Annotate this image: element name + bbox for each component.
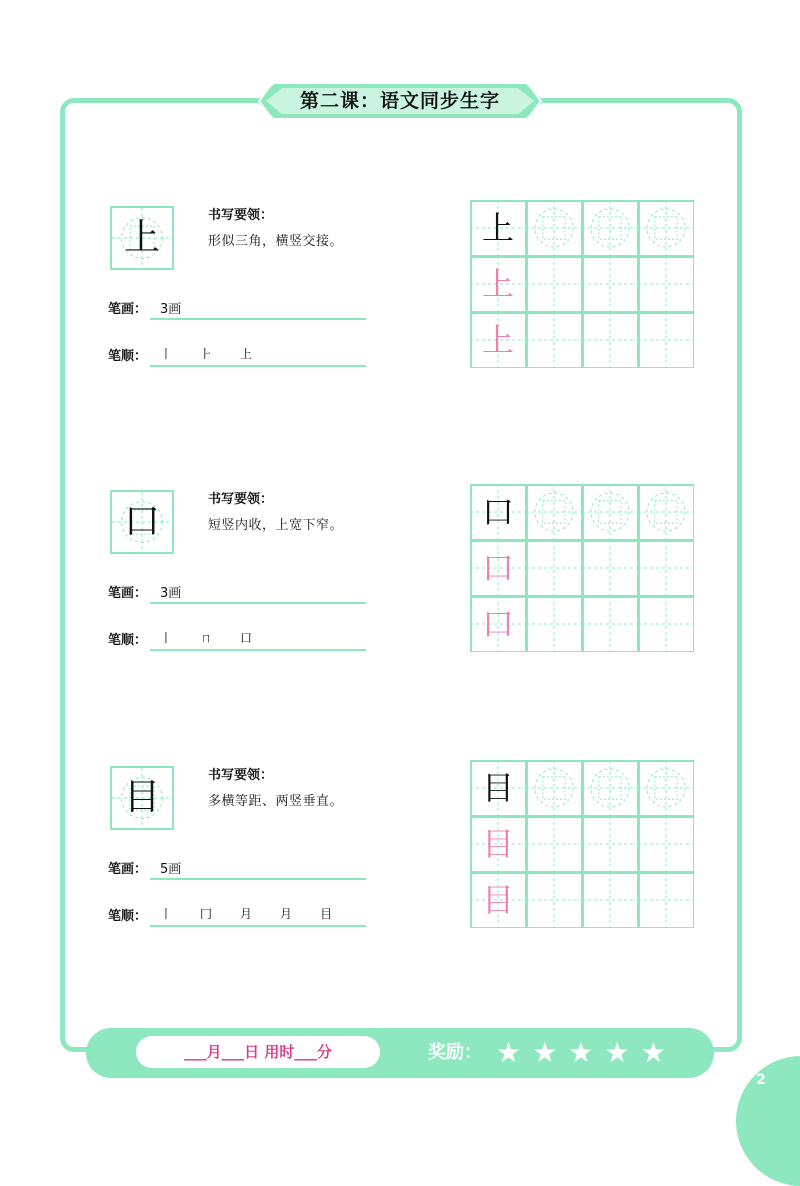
model-character: 目	[123, 777, 160, 818]
stroke-order-step: ㄇ	[200, 631, 213, 645]
trace-character[interactable]: 目	[481, 881, 514, 919]
star-icon[interactable]: ★	[568, 1036, 594, 1069]
lesson-section	[0, 484, 800, 684]
page-number-badge	[736, 1056, 800, 1186]
stroke-order-step: 月	[240, 907, 253, 921]
character-box	[110, 490, 174, 554]
demo-character: 口	[481, 493, 514, 531]
stroke-order-line	[150, 365, 366, 367]
stroke-count-line	[150, 878, 366, 880]
practice-grid[interactable]	[470, 760, 694, 928]
stroke-order-step: 丨	[160, 907, 173, 921]
character-box	[110, 206, 174, 270]
stroke-order-step: 上	[240, 347, 253, 361]
stroke-order-label: 笔顺：	[108, 633, 148, 648]
demo-character: 上	[481, 209, 514, 247]
trace-character[interactable]: 口	[481, 549, 514, 587]
stroke-count-value: 3画	[160, 302, 182, 317]
stroke-order-sequence	[160, 345, 280, 362]
star-icon[interactable]: ★	[604, 1036, 630, 1069]
stroke-order-line	[150, 925, 366, 927]
reward-label: 奖励：	[428, 1042, 482, 1063]
page-number: 2	[756, 1072, 766, 1088]
stroke-order-step: 口	[240, 631, 253, 645]
stroke-order-label: 笔顺：	[108, 349, 148, 364]
stroke-count-value: 3画	[160, 586, 182, 601]
stroke-count-label: 笔画：	[108, 862, 148, 877]
demo-character: 目	[481, 769, 514, 807]
writing-tip-label: 书写要领：	[208, 208, 274, 223]
stroke-count-label: 笔画：	[108, 302, 148, 317]
stroke-order-label: 笔顺：	[108, 909, 148, 924]
writing-tip-text: 短竖内收，上宽下窄。	[208, 518, 344, 533]
model-character: 上	[123, 217, 160, 258]
reward-stars	[496, 1038, 672, 1068]
title-banner	[256, 84, 544, 118]
stroke-order-step: 丨	[160, 631, 173, 645]
stroke-order-line	[150, 649, 366, 651]
stroke-count-label: 笔画：	[108, 586, 148, 601]
practice-grid[interactable]	[470, 484, 694, 652]
stroke-order-step: 月	[280, 907, 293, 921]
stroke-count-line	[150, 318, 366, 320]
model-character: 口	[123, 501, 160, 542]
date-time-field[interactable]: ___月___日 用时___分	[136, 1036, 380, 1068]
stroke-count-value: 5画	[160, 862, 182, 877]
star-icon[interactable]: ★	[496, 1036, 522, 1069]
stroke-count-line	[150, 602, 366, 604]
practice-grid[interactable]	[470, 200, 694, 368]
stroke-order-step: ⺊	[200, 347, 213, 361]
star-icon[interactable]: ★	[532, 1036, 558, 1069]
trace-character[interactable]: 目	[481, 825, 514, 863]
writing-tip-label: 书写要领：	[208, 492, 274, 507]
lesson-section	[0, 760, 800, 960]
lesson-section	[0, 200, 800, 400]
stroke-order-sequence	[160, 629, 280, 646]
writing-tip-text: 多横等距、两竖垂直。	[208, 794, 344, 809]
page-title: 第二课：语文同步生字	[299, 90, 500, 112]
writing-tip-label: 书写要领：	[208, 768, 274, 783]
stroke-order-step: 目	[320, 907, 333, 921]
stroke-order-sequence	[160, 905, 360, 922]
trace-character[interactable]: 上	[481, 321, 514, 359]
stroke-order-step: 冂	[200, 907, 213, 921]
footer-bar	[86, 1028, 714, 1078]
star-icon[interactable]: ★	[640, 1036, 666, 1069]
trace-character[interactable]: 口	[481, 605, 514, 643]
stroke-order-step: 丨	[160, 347, 173, 361]
character-box	[110, 766, 174, 830]
trace-character[interactable]: 上	[481, 265, 514, 303]
writing-tip-text: 形似三角，横竖交接。	[208, 234, 344, 249]
